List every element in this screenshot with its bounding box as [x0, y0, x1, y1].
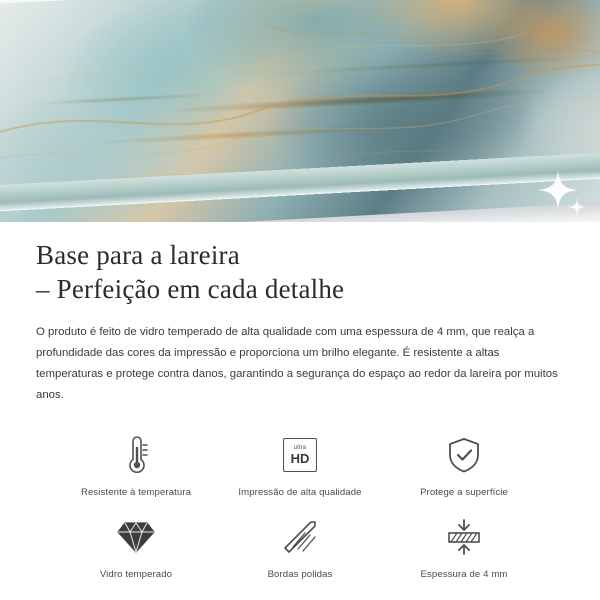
ultra-hd-badge-bottom: HD: [290, 451, 310, 466]
ultra-hd-icon: [283, 432, 317, 478]
headline-line-1: Base para a lareira: [36, 240, 240, 270]
shield-check-icon: [445, 432, 483, 478]
feature-label: Resistente à temperatura: [80, 487, 192, 498]
diamond-icon: [116, 514, 156, 560]
feature-item: [218, 432, 382, 498]
feature-label: Impressão de alta qualidade: [238, 487, 362, 498]
ultra-hd-badge-top: ultra: [293, 445, 307, 451]
thermometer-icon: [119, 432, 153, 478]
feature-grid: [36, 432, 564, 580]
feature-label: Vidro temperado: [99, 569, 173, 580]
feature-item: [382, 432, 546, 498]
feature-label: Bordas polidas: [267, 569, 333, 580]
feature-label: Protege a superfície: [420, 487, 508, 498]
feature-item: [218, 514, 382, 580]
feature-label: Espessura de 4 mm: [420, 569, 508, 580]
polished-edges-icon: [281, 514, 319, 560]
thickness-icon: [443, 514, 485, 560]
headline-line-2: – Perfeição em cada detalhe: [36, 274, 345, 304]
feature-item: [54, 432, 218, 498]
text-content: [0, 222, 600, 580]
feature-item: [54, 514, 218, 580]
page-title: [36, 238, 564, 306]
hero-image: [0, 0, 600, 222]
description-paragraph: O produto é feito de vidro temperado de alta qualidade com uma espessura de 4 mm, que realça a profundidade das cores da impressão e proporciona um brilho elegante. É resistente a altas temperaturas e protege contra danos, garantindo a segurança do espaço ao redor da lareira por muitos anos.: [36, 326, 558, 401]
feature-item: [382, 514, 546, 580]
